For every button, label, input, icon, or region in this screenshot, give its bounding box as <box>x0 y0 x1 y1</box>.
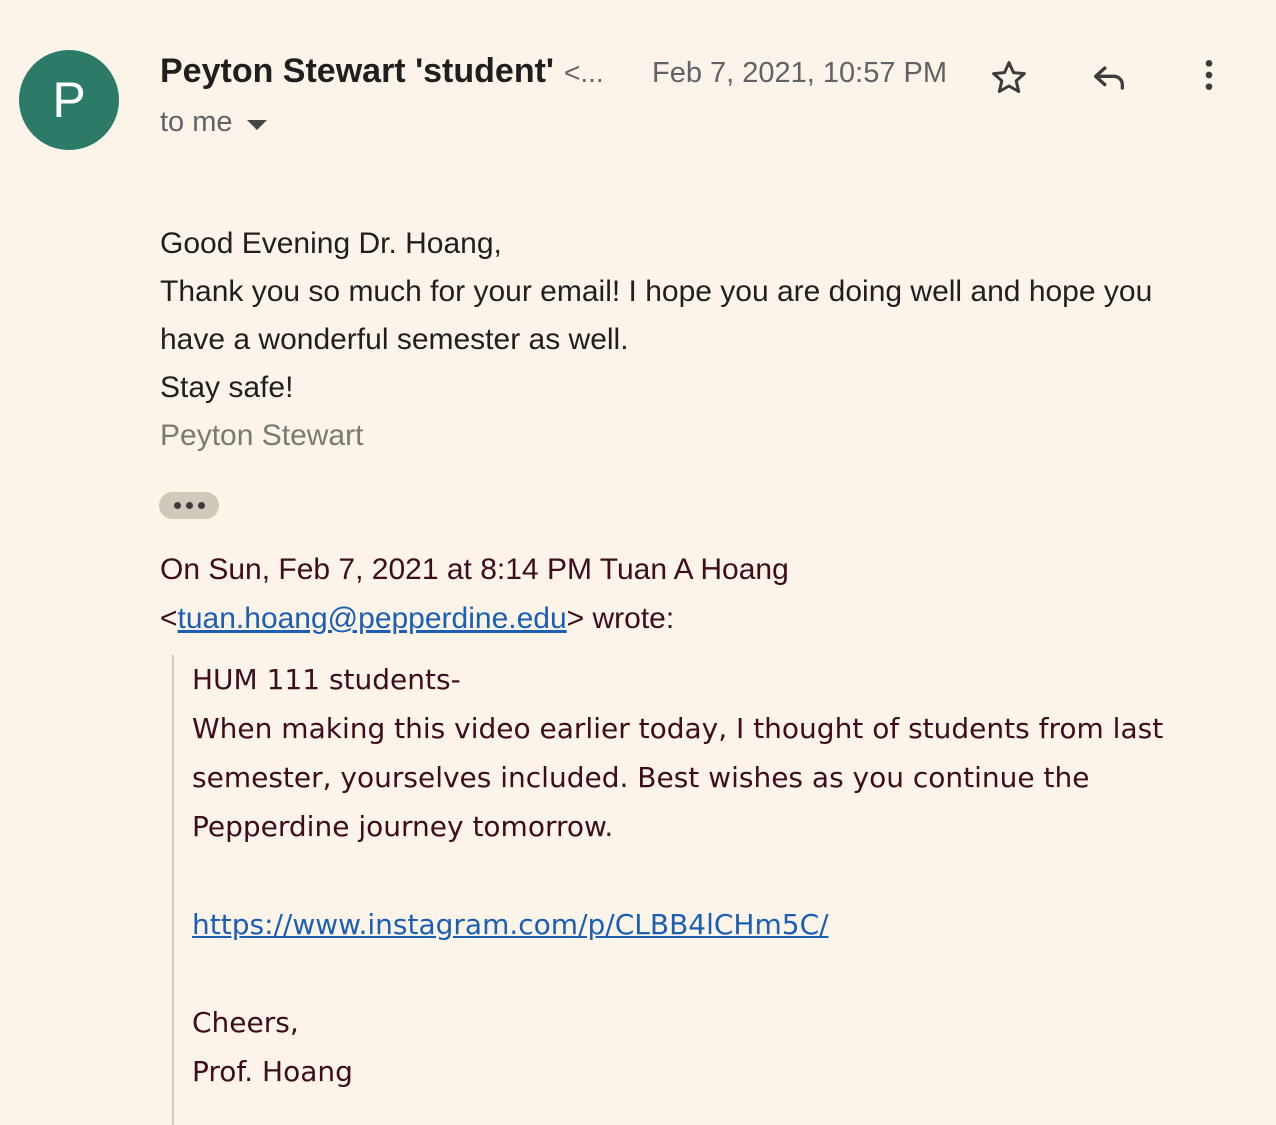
recipients-toggle[interactable] <box>160 106 267 139</box>
quote-attribution-line <box>160 594 1260 643</box>
body-line: Stay safe! <box>160 371 294 404</box>
ellipsis-icon <box>174 502 181 509</box>
quoted-message <box>172 655 1264 1125</box>
message-timestamp: Feb 7, 2021, 10:57 PM <box>652 57 948 89</box>
sender-line <box>160 52 604 91</box>
sender-name[interactable]: Peyton Stewart 'student' <box>160 52 555 90</box>
quote-line: Pepperdine journey tomorrow. <box>192 810 614 843</box>
more-options-button[interactable] <box>1186 52 1232 98</box>
ellipsis-icon <box>198 502 205 509</box>
signature: Peyton Stewart <box>160 419 364 452</box>
body-line: Thank you so much for your email! I hope you are doing well and hope you <box>160 275 1153 308</box>
quote-attribution-line: On Sun, Feb 7, 2021 at 8:14 PM Tuan A Hoang <box>160 553 789 586</box>
message-body <box>160 220 1260 460</box>
spacer <box>192 851 1264 900</box>
quote-signoff: Prof. Hoang <box>192 1055 353 1088</box>
chevron-down-icon <box>247 120 267 130</box>
sender-email-truncated[interactable]: <... <box>564 57 604 88</box>
ellipsis-icon <box>186 502 193 509</box>
more-vert-icon <box>1189 55 1229 95</box>
sender-avatar[interactable] <box>19 50 119 150</box>
star-button[interactable] <box>986 55 1032 101</box>
recipients-label: to me <box>160 106 233 138</box>
reply-icon <box>1089 58 1129 98</box>
bracket-open: < <box>160 602 178 635</box>
body-line: Good Evening Dr. Hoang, <box>160 227 502 260</box>
instagram-link[interactable]: https://www.instagram.com/p/CLBB4lCHm5C/ <box>192 908 829 941</box>
reply-button[interactable] <box>1086 55 1132 101</box>
show-trimmed-content-button[interactable] <box>159 492 219 519</box>
body-line: have a wonderful semester as well. <box>160 323 629 356</box>
avatar-letter: P <box>52 72 86 128</box>
quote-closing: Cheers, <box>192 1006 299 1039</box>
wrote-label: > wrote: <box>566 602 675 635</box>
quote-line: semester, yourselves included. Best wishes as you continue the <box>192 761 1090 794</box>
star-icon <box>989 58 1029 98</box>
quote-greeting: HUM 111 students- <box>192 663 461 696</box>
quoted-sender-email-link[interactable]: tuan.hoang@pepperdine.edu <box>177 602 567 635</box>
spacer <box>192 949 1264 998</box>
quote-line: When making this video earlier today, I thought of students from last <box>192 712 1164 745</box>
quote-attribution <box>160 545 1260 643</box>
